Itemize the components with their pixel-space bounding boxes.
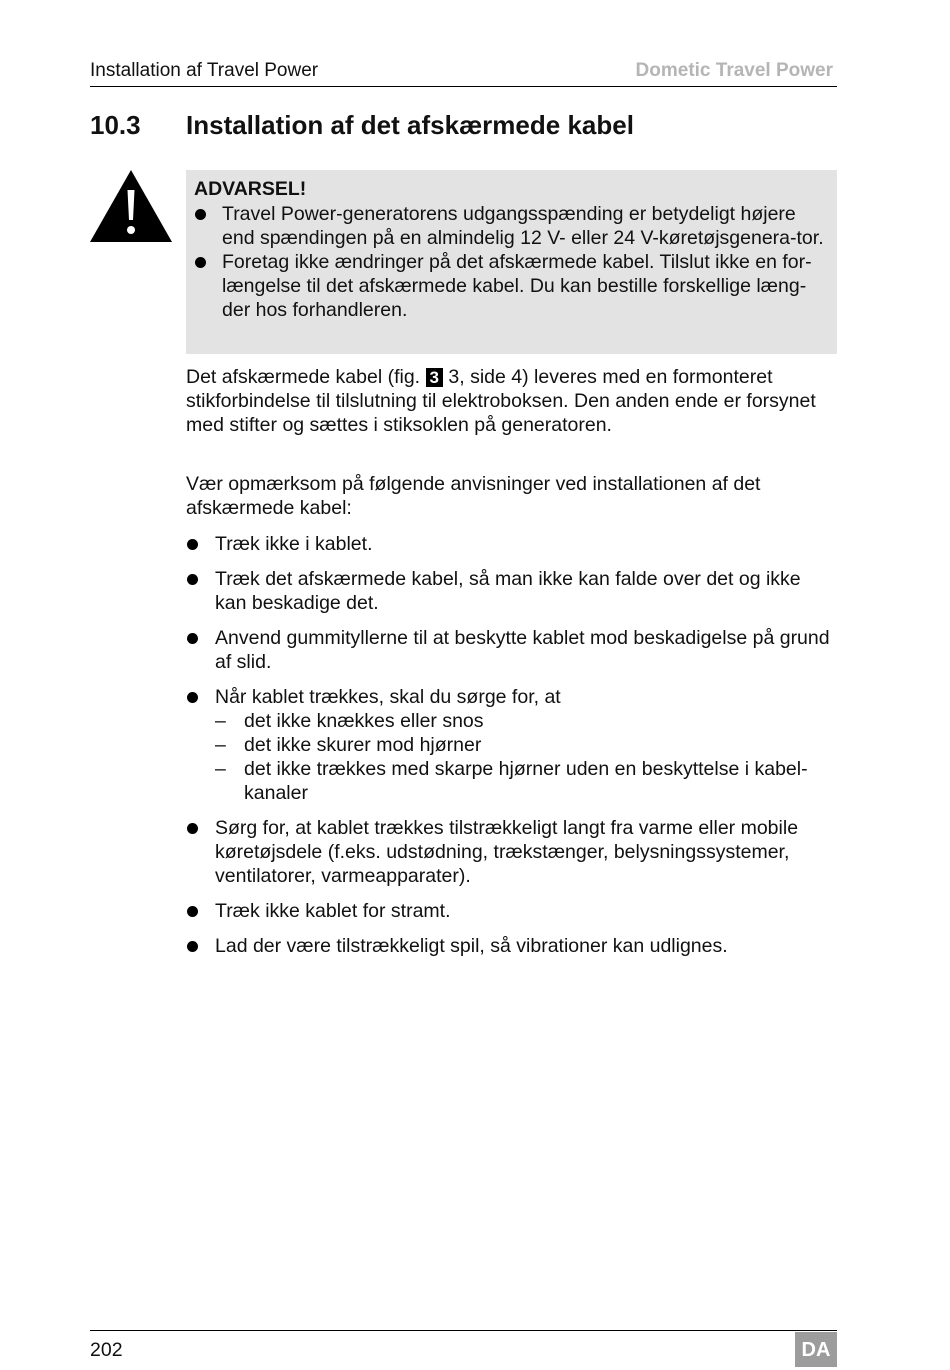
warning-triangle-icon (90, 170, 172, 242)
intro-text-before: Det afskærmede kabel (fig. (186, 366, 421, 388)
list-item (186, 626, 837, 674)
sub-list-item (215, 733, 837, 757)
sub-list-item (215, 709, 837, 733)
bullet-dot-icon (187, 633, 198, 644)
warning-item (194, 250, 830, 322)
list-item (186, 567, 837, 615)
list-item-text: Træk det afskærmede kabel, så man ikke kan falde over det og ikke kan beskadige det. (215, 568, 801, 614)
bullet-dot-icon (195, 257, 206, 268)
page-footer (90, 1330, 837, 1361)
warning-item (194, 202, 830, 250)
list-item (186, 532, 837, 556)
list-item (186, 816, 837, 888)
bullet-dot-icon (187, 539, 198, 550)
bullet-dot-icon (195, 209, 206, 220)
dash-marker: – (215, 758, 226, 780)
section-title-text: Installation af det afskærmede kabel (186, 110, 634, 140)
page-header (90, 60, 837, 87)
list-item (186, 899, 837, 923)
page-number: 202 (90, 1339, 123, 1361)
warning-box (186, 170, 837, 354)
intro-paragraph (186, 365, 837, 437)
warning-item-text: Travel Power-generatorens udgangsspænding er betydeligt højere end spændingen på en almindelig 12 V- eller 24 V-køretøjsgenera-tor. (222, 203, 824, 249)
sub-list-item (215, 757, 837, 805)
warning-title: ADVARSEL! (194, 178, 307, 200)
list-item-text: Når kablet trækkes, skal du sørge for, at (215, 686, 561, 708)
list-item (186, 685, 837, 805)
list-item-text: Anvend gummityllerne til at beskytte kablet mod beskadigelse på grund af slid. (215, 627, 830, 673)
sub-list (215, 709, 837, 805)
bullet-dot-icon (187, 906, 198, 917)
list-item-text: Sørg for, at kablet trækkes tilstrækkeligt langt fra varme eller mobile køretøjsdele (f.eks. udstødning, trækstænger, belysningssystemer, ventilatorer, varmeapparater). (215, 817, 799, 887)
bullet-dot-icon (187, 823, 198, 834)
intro-text-after: 3, side 4) leveres med en formonteret stikforbindelse til tilslutning til elektroboksen. Den anden ende er forsynet med stifter og sættes i stiksoklen på generatoren. (186, 366, 816, 436)
bullet-dot-icon (187, 574, 198, 585)
bullet-dot-icon (187, 692, 198, 703)
notice-paragraph: Vær opmærksom på følgende anvisninger ved installationen af det afskærmede kabel: (186, 473, 761, 519)
sub-list-item-text: det ikke trækkes med skarpe hjørner uden en beskyttelse i kabel-kanaler (244, 758, 808, 804)
sub-list-item-text: det ikke knækkes eller snos (244, 710, 484, 732)
instruction-list (186, 532, 837, 969)
list-item-text: Lad der være tilstrækkeligt spil, så vibrationer kan udlignes. (215, 935, 728, 957)
header-left-title: Installation af Travel Power (90, 60, 319, 81)
section-heading (90, 110, 634, 141)
list-item (186, 934, 837, 958)
header-right-title: Dometic Travel Power (635, 60, 833, 81)
dash-marker: – (215, 734, 226, 756)
section-number: 10.3 (90, 110, 141, 140)
language-badge: DA (795, 1332, 837, 1367)
warning-list (194, 202, 830, 322)
list-item-text: Træk ikke kablet for stramt. (215, 900, 451, 922)
list-item-text: Træk ikke i kablet. (215, 533, 373, 555)
figure-reference-badge: 3 (426, 368, 443, 387)
sub-list-item-text: det ikke skurer mod hjørner (244, 734, 482, 756)
bullet-dot-icon (187, 941, 198, 952)
dash-marker: – (215, 710, 226, 732)
warning-item-text: Foretag ikke ændringer på det afskærmede kabel. Tilslut ikke en for-længelse til det afskærmede kabel. Du kan bestille forskellige læng-der hos forhandleren. (222, 251, 812, 321)
